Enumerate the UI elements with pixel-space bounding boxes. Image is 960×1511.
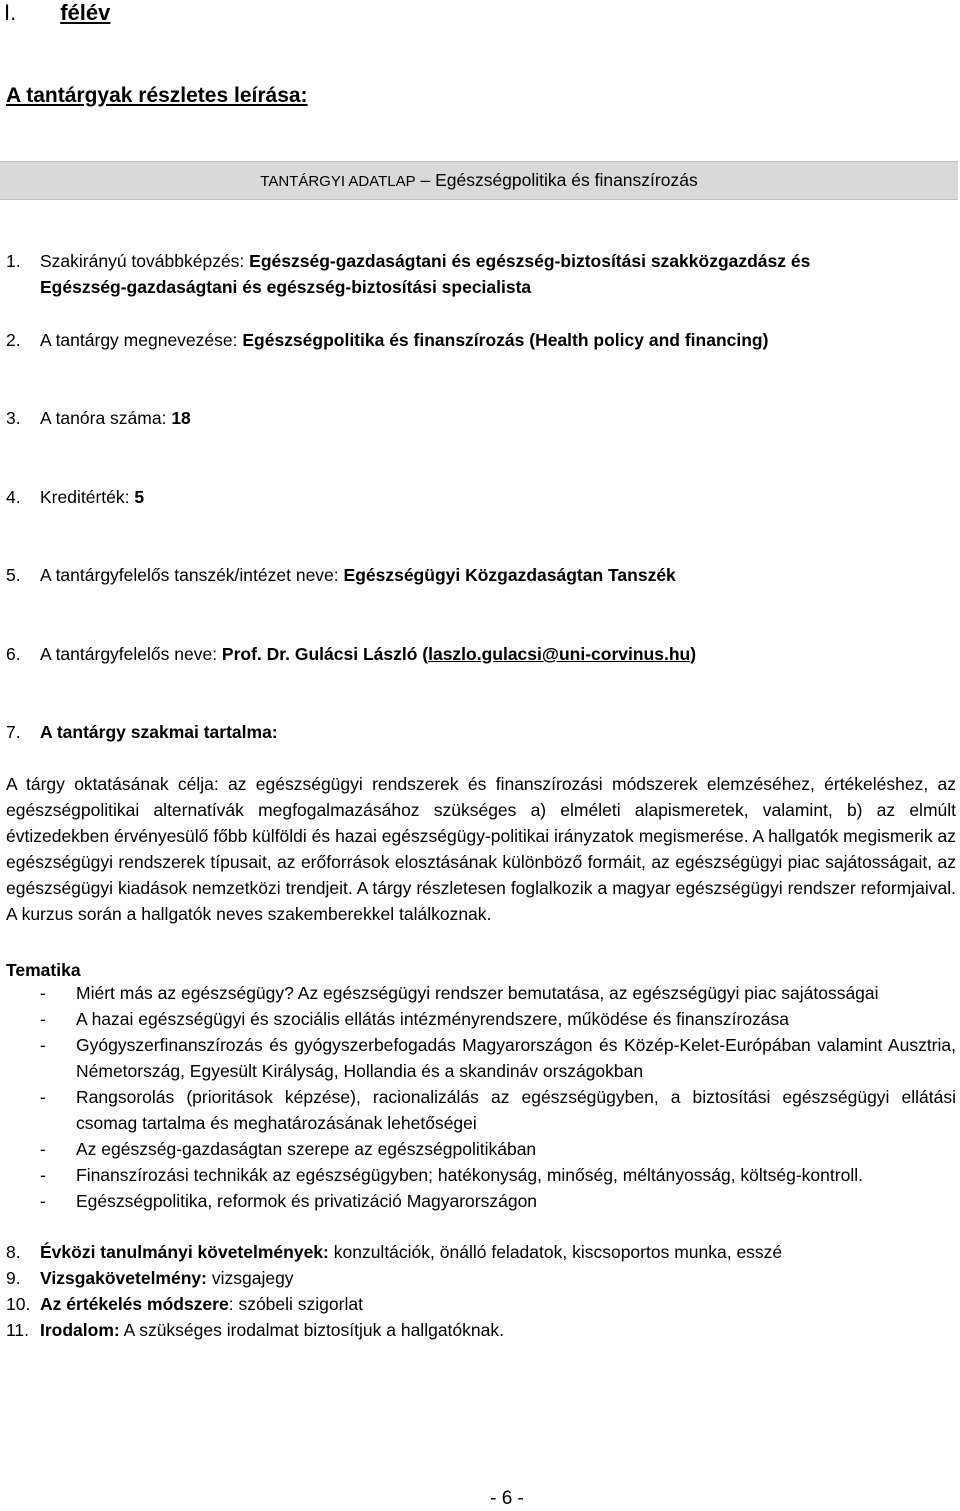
item-course-name [6,327,956,353]
item-label: Kreditérték: [40,487,135,507]
item-value: Egészségügyi Közgazdaságtan Tanszék [343,565,676,585]
item-label: Évközi tanulmányi követelmények: [40,1242,329,1262]
item-number: 8. [6,1242,21,1262]
item-number: 9. [6,1268,21,1288]
item-value: A szükséges irodalmat biztosítjuk a hallgatóknak. [119,1320,504,1340]
item-literature [6,1317,956,1343]
item-value-continued: Egészség-gazdaságtani és egészség-biztosítási specialista [40,277,532,297]
list-item: - Gyógyszerfinanszírozás és gyógyszerbefogadás Magyarországon és Közép-Kelet-Európában valamint Ausztria, Németország, Egyesült Királyság, Hollandia és a skandináv országokban [40,1035,956,1081]
section-title: A tantárgyak részletes leírása: [6,84,308,107]
item-requirements [6,1239,956,1265]
item-label: A tanóra száma: [40,408,172,428]
item-value: vizsgajegy [206,1268,294,1288]
item-label: Szakirányú továbbképzés: [40,251,250,271]
item-number: 1. [6,251,21,271]
content-paragraph: A tárgy oktatásának célja: az egészségügyi rendszerek és finanszírozási módszerek elemzéséhez, értékeléshez, az egészségpolitikai alternatívák megfogalmazásához szükséges a) elméleti alapismeretek, valamint, b) az elmúlt évtizedekben érvényesülő főbb külföldi és hazai egészségügy-politikai irányzatok megismerése. A hallgatók megismerik az egészségügyi rendszerek típusait, az erőforrások elosztásának különböző formáit, az egészségügyi piac sajátosságait, az egészségügyi kiadások nemzetközi trendjeit. A tárgy részletesen foglalkozik a magyar egészségügyi rendszer reformjaival. A kurzus során a hallgatók neves szakemberekkel találkoznak. [6,774,956,924]
item-number: 7. [6,722,21,742]
sheet-title: Egészségpolitika és finanszírozás [435,170,698,190]
item-value: Prof. Dr. Gulácsi László ( [221,644,429,664]
item-value: 5 [134,487,145,507]
item-number: 11. [6,1320,30,1340]
item-value: Egészségpolitika és finanszírozás (Health policy and financing) [242,330,769,350]
tematika-list [6,980,956,1214]
item-label: A tantárgyfelelős neve: [40,644,222,664]
item-label: A tantárgy megnevezése: [40,330,243,350]
item-label: Vizsgakövetelmény: [40,1268,207,1288]
list-item: - Az egészség-gazdaságtan szerepe az egészségpolitikában [40,1139,537,1159]
item-hours [6,405,956,431]
tematika-title: Tematika [6,960,81,980]
semester-number: I. [4,0,17,25]
item-label: A tantárgyfelelős tanszék/intézet neve: [40,565,344,585]
item-credits [6,484,956,510]
sheet-dash: – [415,170,436,190]
item-exam [6,1265,956,1291]
list-item: - A hazai egészségügyi és szociális ellátás intézményrendszere, működése és finanszírozása [40,1009,790,1029]
item-number: 10. [6,1294,31,1314]
item-label: Az értékelés módszere [40,1294,229,1314]
item-number: 5. [6,565,21,585]
item-number: 3. [6,408,21,428]
list-item: - Miért más az egészségügy? Az egészségügyi rendszer bemutatása, az egészségügyi piac sajátosságai [40,983,879,1003]
semester-word: félév [60,0,111,25]
page-number: - 6 - [490,1488,524,1509]
course-sheet-title-bar [0,161,958,200]
item-number: 2. [6,330,21,350]
list-item: - Finanszírozási technikák az egészségügyben; hatékonyság, minőség, méltányosság, költség-kontroll. [40,1165,863,1185]
item-evaluation [6,1291,956,1317]
item-responsible [6,641,956,667]
item-value: konzultációk, önálló feladatok, kiscsoportos munka, esszé [328,1242,783,1262]
list-item: - Egészségpolitika, reformok és privatizáció Magyarországon [40,1191,538,1211]
item-number: 4. [6,487,21,507]
semester-heading [4,0,110,26]
item-value-end: ) [690,644,697,664]
item-specialization [6,248,956,300]
item-number: 6. [6,644,21,664]
item-value: Egészség-gazdaságtani és egészség-biztosítási szakközgazdász és [249,251,811,271]
item-value: A tantárgy szakmai tartalma: [40,722,278,742]
item-value: 18 [171,408,191,428]
list-item: - Rangsorolás (prioritások képzése), racionalizálás az egészségügyben, a biztosítási egészségügyi ellátási csomag tartalma és meghatározásának lehetőségei [40,1087,956,1133]
email-link[interactable]: laszlo.gulacsi@uni-corvinus.hu [428,644,691,664]
item-label: Irodalom: [40,1320,120,1340]
item-department [6,562,956,588]
item-value: : szóbeli szigorlat [228,1294,363,1314]
sheet-prefix: TANTÁRGYI ADATLAP [260,173,416,190]
item-content-heading [6,719,956,745]
